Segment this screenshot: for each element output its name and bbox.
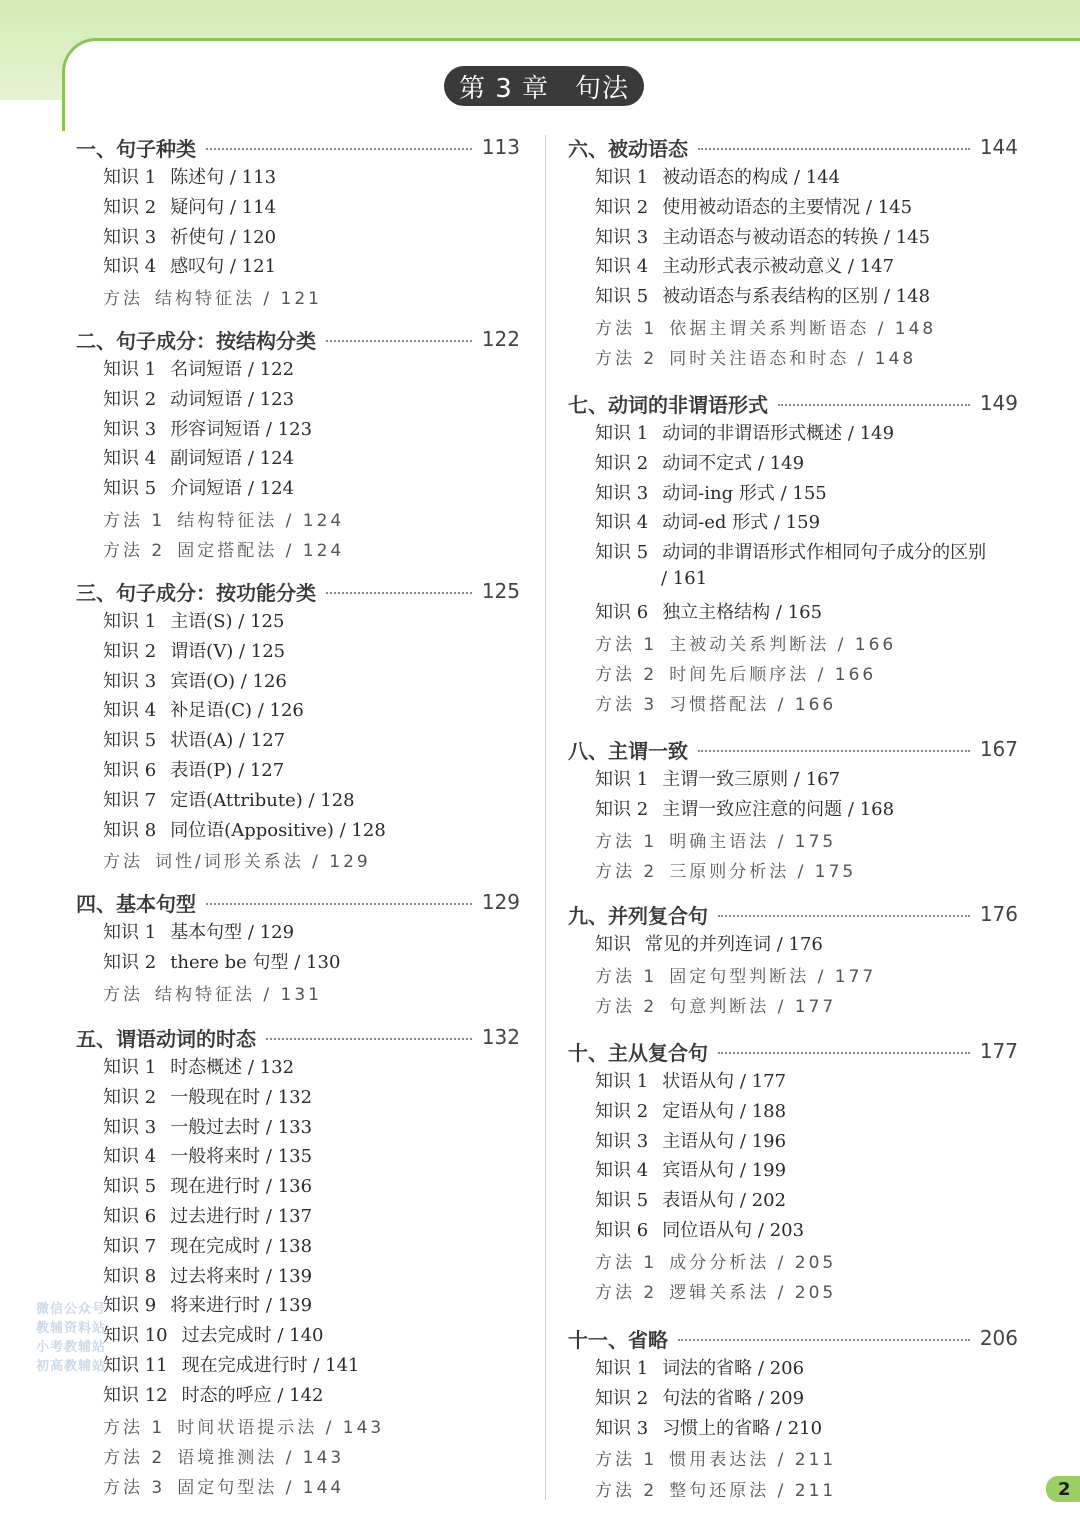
toc-knowledge-entry[interactable]	[103, 385, 294, 411]
entry-text: 主谓一致应注意的问题 / 168	[662, 798, 895, 820]
entry-text: 介词短语 / 124	[170, 478, 295, 500]
entry-text: 结构特征法 / 131	[155, 984, 322, 1005]
entry-label: 知识 2	[103, 951, 157, 973]
entry-label: 知识 5	[595, 1190, 649, 1212]
entry-label: 知识 3	[595, 1417, 649, 1439]
entry-label: 知识 4	[103, 448, 157, 470]
entry-text: 依据主谓关系判断语态 / 148	[669, 319, 937, 339]
toc-section-heading[interactable]	[568, 131, 1018, 163]
entry-text: 副词短语 / 124	[170, 448, 295, 470]
entry-label: 知识 8	[103, 819, 157, 841]
entry-text: 名词短语 / 122	[170, 359, 295, 380]
toc-knowledge-entry[interactable]	[595, 930, 823, 956]
toc-knowledge-entry[interactable]	[595, 252, 894, 278]
toc-knowledge-entry[interactable]	[595, 795, 894, 821]
toc-knowledge-entry[interactable]	[595, 163, 840, 189]
entry-text: 感叹句 / 121	[170, 256, 277, 278]
toc-knowledge-entry[interactable]	[103, 474, 294, 500]
toc-section-heading[interactable]	[76, 886, 520, 918]
toc-knowledge-entry[interactable]	[103, 756, 284, 782]
toc-knowledge-entry[interactable]	[595, 598, 822, 624]
entry-text: 主谓一致三原则 / 167	[662, 769, 841, 790]
entry-text: 现在进行时 / 136	[170, 1176, 313, 1198]
section-page-number: 113	[481, 135, 520, 159]
entry-label: 方法 2	[595, 1480, 658, 1501]
entry-text: 宾语(O) / 126	[170, 670, 287, 692]
toc-knowledge-entry[interactable]	[103, 1351, 360, 1377]
entry-label: 知识 1	[595, 423, 649, 444]
entry-label: 知识 2	[595, 452, 649, 474]
toc-knowledge-entry[interactable]	[103, 918, 294, 944]
entry-text: 三原则分析法 / 175	[669, 862, 857, 882]
toc-knowledge-entry[interactable]	[595, 449, 804, 475]
entry-text: 一般过去时 / 133	[170, 1116, 313, 1138]
chapter-title: 句法	[575, 73, 630, 104]
toc-knowledge-entry[interactable]	[595, 1216, 804, 1242]
dot-leader	[326, 592, 472, 594]
toc-method-entry[interactable]	[595, 1476, 836, 1501]
entry-label: 知识 3	[103, 226, 157, 248]
entry-text: 一般将来时 / 135	[170, 1146, 313, 1168]
entry-text: 固定句型判断法 / 177	[669, 966, 877, 987]
entry-label: 知识 4	[103, 700, 157, 722]
entry-label: 方法 1	[595, 634, 658, 655]
toc-section-heading[interactable]	[568, 387, 1018, 419]
toc-knowledge-entry[interactable]	[103, 948, 340, 974]
entry-label: 方法 2	[595, 862, 658, 882]
toc-entry-continuation[interactable]	[661, 568, 707, 589]
entry-label: 方法 1	[595, 1252, 658, 1273]
toc-knowledge-entry[interactable]	[595, 1384, 804, 1410]
entry-label: 方法 2	[595, 665, 658, 685]
entry-label: 方法 1	[595, 319, 658, 339]
entry-text: 主语从句 / 196	[662, 1130, 787, 1152]
chapter-number: 第 3 章	[458, 73, 550, 104]
toc-knowledge-entry[interactable]	[103, 1321, 324, 1347]
entry-label: 知识 6	[595, 1220, 649, 1241]
toc-method-entry[interactable]	[103, 536, 344, 561]
entry-text: 表语(P) / 127	[170, 760, 285, 781]
entry-text: 动词短语 / 123	[170, 388, 295, 410]
page-number: 2	[1046, 1476, 1080, 1502]
entry-label: 知识 1	[595, 769, 649, 790]
entry-text: 祈使句 / 120	[170, 226, 277, 248]
toc-method-entry[interactable]	[595, 660, 876, 685]
toc-knowledge-entry[interactable]	[103, 1291, 312, 1317]
toc-knowledge-entry[interactable]	[103, 1172, 312, 1198]
toc-knowledge-entry[interactable]	[103, 1262, 312, 1288]
watermark	[36, 1300, 126, 1376]
entry-label: 知识 2	[103, 196, 157, 218]
entry-label: 知识 4	[103, 256, 157, 278]
entry-label: 方法 2	[595, 349, 658, 370]
toc-method-entry[interactable]	[595, 1445, 836, 1470]
dot-leader	[206, 903, 472, 905]
entry-label: 知识 2	[595, 798, 649, 820]
entry-text: 语境推测法 / 143	[177, 1448, 345, 1468]
entry-text: 固定句型法 / 144	[177, 1478, 345, 1499]
entry-text: 动词-ed 形式 / 159	[662, 512, 821, 534]
entry-label: 知识 9	[103, 1295, 157, 1317]
entry-label: 知识 4	[103, 1146, 157, 1168]
dot-leader	[778, 404, 970, 406]
entry-label: 知识	[595, 934, 631, 955]
section-page-number: 122	[481, 327, 520, 351]
entry-label: 知识 2	[595, 1100, 649, 1122]
entry-text: 主动语态与被动语态的转换 / 145	[662, 226, 931, 248]
entry-text: 谓语(V) / 125	[170, 640, 286, 662]
entry-text: 现在完成进行时 / 141	[181, 1355, 360, 1376]
entry-text: 动词的非谓语形式作相同句子成分的区别	[662, 542, 987, 564]
entry-label: 知识 3	[103, 418, 157, 440]
toc-knowledge-entry[interactable]	[103, 1113, 312, 1139]
entry-text: 定语(Attribute) / 128	[170, 789, 355, 811]
entry-text: 陈述句 / 113	[170, 167, 277, 188]
entry-text: 动词的非谓语形式概述 / 149	[662, 423, 895, 444]
entry-text: 惯用表达法 / 211	[669, 1450, 837, 1471]
toc-knowledge-entry[interactable]	[595, 508, 820, 534]
entry-label: 知识 1	[595, 1358, 649, 1379]
column-divider	[545, 135, 546, 1500]
entry-text: 时态概述 / 132	[170, 1057, 295, 1078]
toc-knowledge-entry[interactable]	[103, 223, 276, 249]
entry-label: 知识 7	[103, 789, 157, 811]
entry-label: 知识 2	[595, 1387, 649, 1409]
entry-label: 方法 1	[595, 831, 658, 852]
entry-text: 状语(A) / 127	[170, 730, 286, 752]
toc-knowledge-entry[interactable]	[103, 355, 294, 381]
entry-label: 知识 3	[103, 670, 157, 692]
entry-text: 主动形式表示被动意义 / 147	[662, 256, 895, 278]
entry-label: 方法	[103, 852, 143, 873]
entry-label: 知识 1	[103, 611, 157, 632]
toc-section-heading[interactable]	[568, 1322, 1018, 1354]
entry-label: 知识 6	[103, 1206, 157, 1227]
section-title: 八、主谓一致	[568, 738, 688, 763]
entry-label: 方法 3	[595, 695, 658, 716]
section-title: 九、并列复合句	[568, 903, 708, 928]
toc-knowledge-entry[interactable]	[103, 1381, 324, 1407]
entry-label: 知识 4	[595, 256, 649, 278]
entry-label: 方法 2	[103, 541, 166, 562]
entry-label: 知识 1	[103, 359, 157, 380]
toc-method-entry[interactable]	[595, 630, 896, 655]
dot-leader	[266, 1038, 472, 1040]
toc-knowledge-entry[interactable]	[595, 282, 930, 308]
entry-label: 方法 1	[103, 1417, 166, 1438]
toc-method-entry[interactable]	[103, 284, 322, 309]
entry-text: 常见的并列连词 / 176	[645, 934, 823, 955]
entry-text: 独立主格结构 / 165	[662, 601, 823, 623]
entry-label: 方法 2	[595, 997, 658, 1018]
entry-label: 方法 2	[103, 1448, 166, 1468]
entry-text: 词性/词形关系法 / 129	[155, 852, 371, 873]
toc-knowledge-entry[interactable]	[595, 1097, 786, 1123]
entry-text: 宾语从句 / 199	[662, 1160, 787, 1182]
entry-label: 知识 7	[103, 1235, 157, 1257]
entry-text: 现在完成时 / 138	[170, 1235, 313, 1257]
toc-method-entry[interactable]	[595, 992, 836, 1017]
entry-label: 知识 5	[103, 1176, 157, 1198]
entry-text: 同位语(Appositive) / 128	[170, 819, 386, 841]
entry-label: 知识 2	[595, 196, 649, 218]
entry-text: 表语从句 / 202	[662, 1190, 787, 1212]
dot-leader	[698, 750, 970, 752]
entry-label: 知识 3	[595, 482, 649, 504]
entry-text: / 161	[661, 568, 708, 589]
toc-knowledge-entry[interactable]	[103, 1053, 294, 1079]
toc-knowledge-entry[interactable]	[103, 252, 276, 278]
toc-method-entry[interactable]	[595, 1278, 836, 1303]
watermark-line: 微信公众号	[36, 1302, 107, 1317]
entry-label: 知识 2	[103, 640, 157, 662]
entry-label: 知识 11	[103, 1355, 168, 1376]
entry-text: 习惯上的省略 / 210	[662, 1417, 823, 1439]
entry-label: 知识 6	[103, 760, 157, 781]
toc-knowledge-entry[interactable]	[103, 637, 285, 663]
entry-text: 被动语态与系表结构的区别 / 148	[662, 286, 931, 308]
entry-label: 知识 4	[595, 512, 649, 534]
toc-knowledge-entry[interactable]	[595, 193, 912, 219]
entry-text: 同时关注语态和时态 / 148	[669, 349, 917, 370]
entry-label: 方法 3	[103, 1478, 166, 1499]
dot-leader	[718, 1052, 970, 1054]
section-page-number: 132	[481, 1025, 520, 1049]
section-title: 一、句子种类	[76, 136, 196, 161]
entry-text: 整句还原法 / 211	[669, 1480, 837, 1501]
toc-method-entry[interactable]	[103, 506, 344, 531]
toc-knowledge-entry[interactable]	[103, 163, 276, 189]
toc-knowledge-entry[interactable]	[595, 1354, 804, 1380]
entry-text: 时间先后顺序法 / 166	[669, 665, 877, 685]
toc-method-entry[interactable]	[595, 827, 836, 852]
entry-label: 方法 1	[103, 511, 166, 531]
toc-method-entry[interactable]	[595, 962, 876, 987]
section-title: 十一、省略	[568, 1327, 668, 1352]
toc-section-heading[interactable]	[568, 898, 1018, 930]
dot-leader	[718, 915, 970, 917]
toc-method-entry[interactable]	[103, 980, 322, 1005]
entry-text: 句意判断法 / 177	[669, 997, 837, 1018]
toc-section-heading[interactable]	[568, 733, 1018, 765]
toc-section-heading[interactable]	[76, 575, 520, 607]
section-title: 四、基本句型	[76, 891, 196, 916]
toc-method-entry[interactable]	[103, 1473, 344, 1498]
entry-text: 疑问句 / 114	[170, 196, 277, 218]
entry-text: 过去将来时 / 139	[170, 1265, 313, 1287]
toc-knowledge-entry[interactable]	[103, 1202, 312, 1228]
dot-leader	[698, 148, 970, 150]
entry-label: 知识 3	[103, 1116, 157, 1138]
toc-knowledge-entry[interactable]	[103, 696, 304, 722]
entry-label: 知识 5	[103, 730, 157, 752]
section-title: 六、被动语态	[568, 136, 688, 161]
dot-leader	[678, 1339, 970, 1341]
entry-text: 同位语从句 / 203	[662, 1220, 805, 1241]
entry-label: 方法	[103, 289, 143, 310]
toc-method-entry[interactable]	[595, 690, 836, 715]
section-title: 十、主从复合句	[568, 1040, 708, 1065]
section-page-number: 167	[979, 737, 1018, 761]
toc-knowledge-entry[interactable]	[595, 479, 827, 505]
toc-knowledge-entry[interactable]	[103, 444, 294, 470]
entry-text: 习惯搭配法 / 166	[669, 695, 837, 716]
chapter-title-pill	[444, 66, 644, 106]
toc-method-entry[interactable]	[595, 1248, 836, 1273]
section-page-number: 176	[979, 902, 1018, 926]
entry-label: 知识 5	[595, 542, 649, 564]
toc-method-entry[interactable]	[103, 1413, 384, 1438]
entry-label: 知识 3	[595, 226, 649, 248]
entry-text: 结构特征法 / 124	[177, 511, 345, 531]
toc-section-heading[interactable]	[76, 131, 520, 163]
dot-leader	[326, 340, 472, 342]
toc-knowledge-entry[interactable]	[103, 816, 386, 842]
entry-label: 方法	[103, 984, 143, 1005]
toc-method-entry[interactable]	[103, 1443, 344, 1468]
dot-leader	[206, 148, 472, 150]
entry-text: there be 句型 / 130	[170, 951, 341, 973]
entry-text: 动词不定式 / 149	[662, 452, 805, 474]
section-title: 五、谓语动词的时态	[76, 1026, 256, 1051]
entry-text: 将来进行时 / 139	[170, 1295, 313, 1317]
section-page-number: 149	[979, 391, 1018, 415]
entry-label: 知识 3	[595, 1130, 649, 1152]
entry-label: 知识 1	[595, 1071, 649, 1092]
toc-method-entry[interactable]	[595, 314, 936, 339]
toc-knowledge-entry[interactable]	[595, 419, 894, 445]
entry-text: 结构特征法 / 121	[155, 289, 322, 310]
entry-label: 知识 12	[103, 1384, 168, 1406]
watermark-line: 初高教辅站	[36, 1359, 107, 1374]
entry-text: 时态的呼应 / 142	[181, 1384, 324, 1406]
entry-text: 主被动关系判断法 / 166	[669, 634, 897, 655]
entry-label: 知识 1	[103, 1057, 157, 1078]
entry-text: 状语从句 / 177	[662, 1071, 787, 1092]
toc-knowledge-entry[interactable]	[103, 786, 355, 812]
section-page-number: 125	[481, 579, 520, 603]
section-title: 七、动词的非谓语形式	[568, 392, 768, 417]
entry-text: 形容词短语 / 123	[170, 418, 313, 440]
toc-knowledge-entry[interactable]	[595, 538, 986, 564]
entry-label: 知识 10	[103, 1325, 168, 1347]
toc-knowledge-entry[interactable]	[595, 1156, 786, 1182]
toc-knowledge-entry[interactable]	[103, 1083, 312, 1109]
entry-text: 过去完成时 / 140	[181, 1325, 324, 1347]
entry-text: 时间状语提示法 / 143	[177, 1417, 385, 1438]
entry-label: 方法 1	[595, 1450, 658, 1471]
entry-text: 动词-ing 形式 / 155	[662, 482, 827, 504]
entry-label: 知识 4	[595, 1160, 649, 1182]
entry-label: 知识 1	[103, 167, 157, 188]
entry-label: 知识 1	[595, 167, 649, 188]
entry-text: 明确主语法 / 175	[669, 831, 837, 852]
entry-text: 定语从句 / 188	[662, 1100, 787, 1122]
entry-label: 方法 2	[595, 1283, 658, 1304]
entry-label: 知识 2	[103, 388, 157, 410]
section-page-number: 177	[979, 1039, 1018, 1063]
section-title: 二、句子成分：按结构分类	[76, 328, 316, 353]
section-title: 三、句子成分：按功能分类	[76, 580, 316, 605]
toc-knowledge-entry[interactable]	[103, 726, 285, 752]
entry-text: 补足语(C) / 126	[170, 700, 304, 722]
toc-knowledge-entry[interactable]	[595, 765, 840, 791]
entry-label: 知识 5	[595, 286, 649, 308]
toc-knowledge-entry[interactable]	[595, 1067, 786, 1093]
toc-method-entry[interactable]	[595, 857, 856, 882]
entry-text: 主语(S) / 125	[170, 611, 285, 632]
toc-knowledge-entry[interactable]	[103, 193, 276, 219]
toc-method-entry[interactable]	[103, 847, 371, 872]
toc-section-heading[interactable]	[76, 323, 520, 355]
toc-knowledge-entry[interactable]	[595, 1127, 786, 1153]
toc-knowledge-entry[interactable]	[103, 667, 287, 693]
entry-label: 知识 1	[103, 922, 157, 943]
section-page-number: 206	[979, 1326, 1018, 1350]
toc-knowledge-entry[interactable]	[595, 1414, 822, 1440]
toc-method-entry[interactable]	[595, 344, 916, 369]
toc-knowledge-entry[interactable]	[103, 1142, 312, 1168]
watermark-line: 小考教辅站	[36, 1340, 107, 1355]
toc-knowledge-entry[interactable]	[595, 223, 930, 249]
entry-label: 知识 8	[103, 1265, 157, 1287]
toc-section-heading[interactable]	[76, 1021, 520, 1053]
entry-text: 句法的省略 / 209	[662, 1387, 805, 1409]
watermark-line: 教辅资料站	[36, 1321, 107, 1336]
entry-text: 成分分析法 / 205	[669, 1252, 837, 1273]
entry-label: 方法 1	[595, 966, 658, 987]
entry-text: 逻辑关系法 / 205	[669, 1283, 837, 1304]
section-page-number: 144	[979, 135, 1018, 159]
entry-text: 词法的省略 / 206	[662, 1358, 805, 1379]
toc-knowledge-entry[interactable]	[595, 1186, 786, 1212]
entry-text: 固定搭配法 / 124	[177, 541, 345, 562]
toc-section-heading[interactable]	[568, 1035, 1018, 1067]
toc-knowledge-entry[interactable]	[103, 415, 312, 441]
entry-text: 使用被动语态的主要情况 / 145	[662, 196, 913, 218]
toc-knowledge-entry[interactable]	[103, 1232, 312, 1258]
entry-text: 基本句型 / 129	[170, 922, 295, 943]
entry-label: 知识 6	[595, 601, 649, 623]
entry-text: 一般现在时 / 132	[170, 1086, 313, 1108]
entry-label: 知识 5	[103, 478, 157, 500]
entry-text: 被动语态的构成 / 144	[662, 167, 841, 188]
entry-label: 知识 2	[103, 1086, 157, 1108]
toc-knowledge-entry[interactable]	[103, 607, 284, 633]
section-page-number: 129	[481, 890, 520, 914]
entry-text: 过去进行时 / 137	[170, 1206, 313, 1227]
